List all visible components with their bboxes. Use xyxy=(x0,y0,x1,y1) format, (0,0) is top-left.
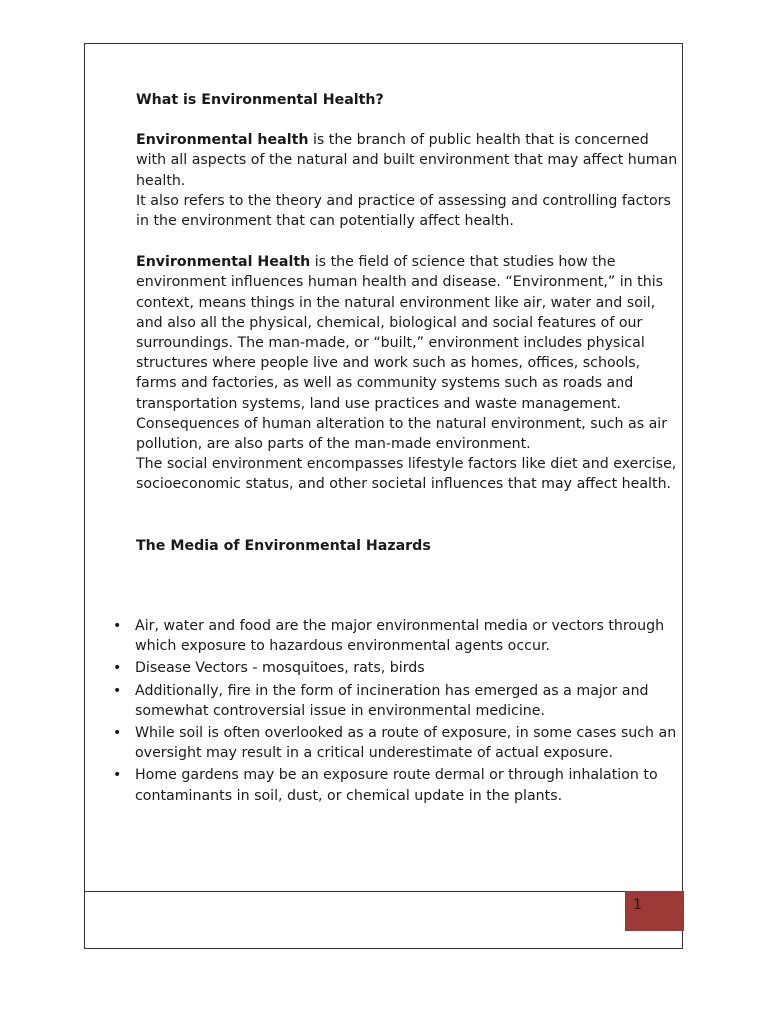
paragraph-3-text: is the field of science that studies how the environment influences human health and disease. “Environment,” in this context, means things in the natural environment like air, water and soil, and also all the physical, chemical, biological and social features of our surroundings. The man-made, or “built,” environment includes physical structures where people live and work such as homes, offices, schools, farms and factories, as well as community systems such as roads and transportation systems, land use practices and waste management. xyxy=(136,254,664,412)
list-item-text: Disease Vectors - mosquitoes, rats, birds xyxy=(135,660,425,677)
paragraph-1 xyxy=(136,130,681,191)
paragraph-3-lead: Environmental Health xyxy=(136,254,311,271)
list-item xyxy=(113,658,683,678)
list-item-text: Home gardens may be an exposure route dermal or through inhalation to contaminants in soil, dust, or chemical update in the plants. xyxy=(135,767,658,804)
footer-divider xyxy=(84,891,683,892)
bullet-icon: • xyxy=(113,767,122,784)
list-item xyxy=(113,681,683,721)
section-title: The Media of Environmental Hazards xyxy=(136,537,431,554)
paragraph-3 xyxy=(136,252,681,414)
page-number: 1 xyxy=(633,897,642,913)
list-item-text: Additionally, fire in the form of incineration has emerged as a major and somewhat controversial issue in environmental medicine. xyxy=(135,682,649,719)
bullet-icon: • xyxy=(113,618,122,634)
list-item-text: While soil is often overlooked as a route of exposure, in some cases such an oversight may result in a critical underestimate of actual exposure. xyxy=(135,725,677,762)
paragraph-1-lead: Environmental health xyxy=(136,132,309,149)
page-number-badge xyxy=(625,891,684,931)
list-item-text: Air, water and food are the major environmental media or vectors through which exposure to hazardous environmental agents occur. xyxy=(135,618,665,655)
list-item xyxy=(113,616,683,656)
bullet-icon: • xyxy=(113,660,122,677)
page-title: What is Environmental Health? xyxy=(136,92,384,108)
bullet-icon: • xyxy=(113,725,122,742)
paragraph-1-text: is the branch of public health that is concerned with all aspects of the natural and built environment that may affect human health. xyxy=(136,132,678,189)
list-item xyxy=(113,723,683,763)
paragraph-4: Consequences of human alteration to the natural environment, such as air pollution, are also parts of the man-made environment. xyxy=(136,415,668,453)
hazard-media-list xyxy=(113,616,683,808)
paragraph-5: The social environment encompasses lifestyle factors like diet and exercise, socioeconomic status, and other societal influences that may affect health. xyxy=(136,456,677,493)
paragraph-2: It also refers to the theory and practice of assessing and controlling factors in the environment that can potentially affect health. xyxy=(136,192,671,230)
document-body xyxy=(136,90,681,556)
list-item xyxy=(113,765,683,805)
bullet-icon: • xyxy=(113,682,122,699)
